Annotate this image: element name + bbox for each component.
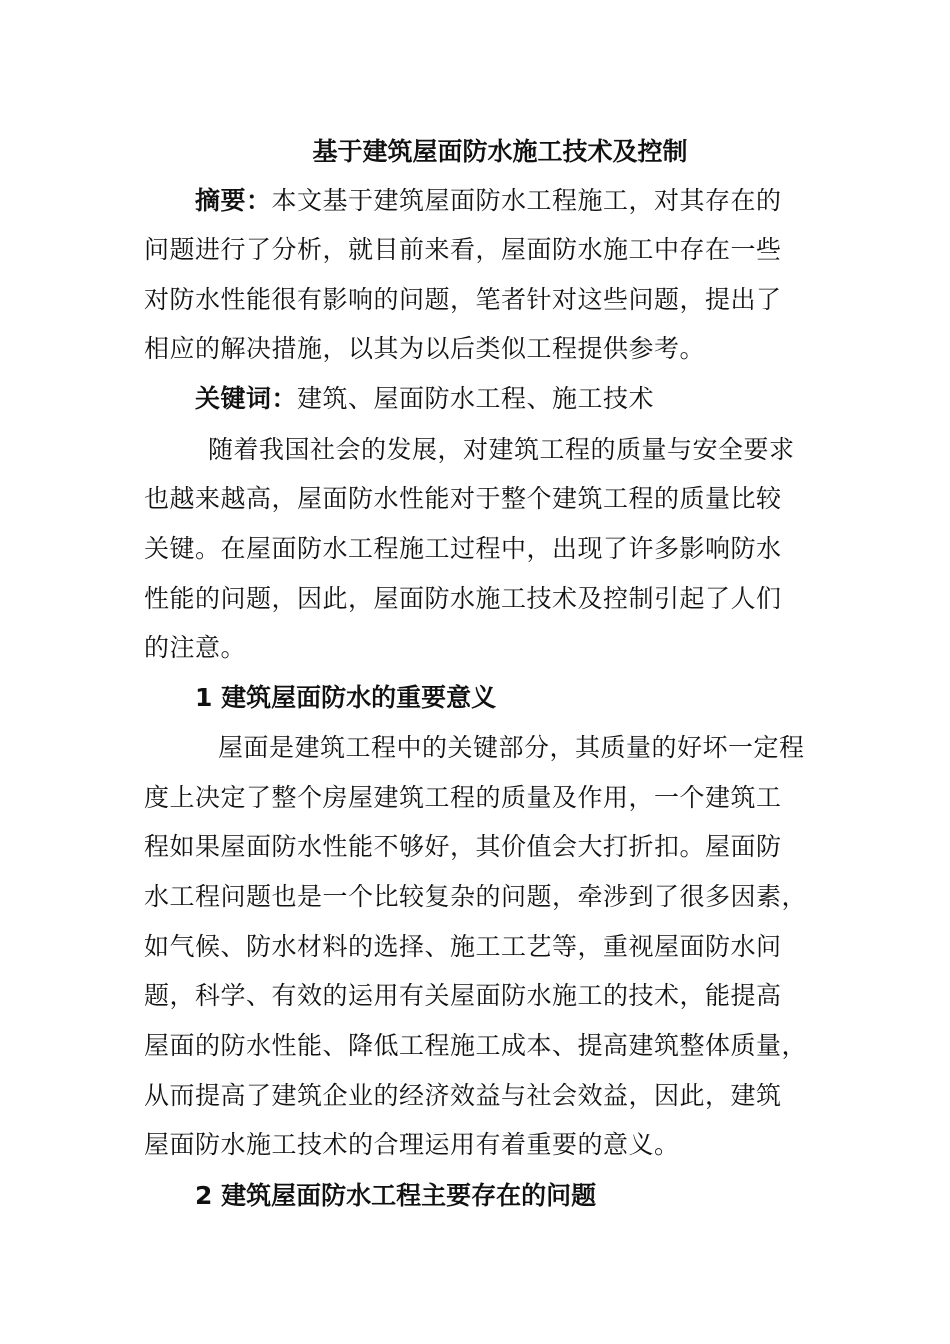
keywords-value: 建筑、屋面防水工程、施工技术	[297, 384, 655, 413]
section-2-heading: 2 建筑屋面防水工程主要存在的问题	[195, 1181, 597, 1210]
abstract-text-1: 本文基于建筑屋面防水工程施工，对其存在的	[271, 186, 782, 215]
abstract-line-1	[195, 181, 782, 221]
section-1-line-3: 程如果屋面防水性能不够好，其价值会大打折扣。屋面防	[144, 832, 782, 861]
section-1-heading: 1 建筑屋面防水的重要意义	[195, 683, 497, 712]
intro-line-3: 关键。在屋面防水工程施工过程中，出现了许多影响防水	[144, 534, 782, 563]
section-1-line-5: 如气候、防水材料的选择、施工工艺等，重视屋面防水问	[144, 932, 782, 961]
document-title: 基于建筑屋面防水施工技术及控制	[312, 137, 688, 166]
abstract-line-3: 对防水性能很有影响的问题，笔者针对这些问题，提出了	[144, 285, 782, 314]
section-1-line-1: 屋面是建筑工程中的关键部分，其质量的好坏一定程	[218, 733, 805, 762]
intro-line-5: 的注意。	[144, 633, 247, 662]
keywords-line	[195, 379, 654, 419]
section-1-line-2: 度上决定了整个房屋建筑工程的质量及作用，一个建筑工	[144, 783, 782, 812]
section-1-line-6: 题，科学、有效的运用有关屋面防水施工的技术，能提高	[144, 981, 782, 1010]
section-1-line-8: 从而提高了建筑企业的经济效益与社会效益，因此，建筑	[144, 1081, 782, 1110]
abstract-label: 摘要：	[195, 186, 272, 215]
section-1-line-7: 屋面的防水性能、降低工程施工成本、提高建筑整体质量，	[144, 1031, 808, 1060]
abstract-line-4: 相应的解决措施，以其为以后类似工程提供参考。	[144, 334, 706, 363]
intro-line-2: 也越来越高，屋面防水性能对于整个建筑工程的质量比较	[144, 484, 782, 513]
intro-line-1: 随着我国社会的发展，对建筑工程的质量与安全要求	[208, 435, 795, 464]
abstract-line-2: 问题进行了分析，就目前来看，屋面防水施工中存在一些	[144, 235, 782, 264]
section-1-line-4: 水工程问题也是一个比较复杂的问题，牵涉到了很多因素，	[144, 882, 808, 911]
section-1-line-9: 屋面防水施工技术的合理运用有着重要的意义。	[144, 1130, 680, 1159]
keywords-label: 关键词：	[195, 384, 298, 413]
intro-line-4: 性能的问题，因此，屋面防水施工技术及控制引起了人们	[144, 584, 782, 613]
